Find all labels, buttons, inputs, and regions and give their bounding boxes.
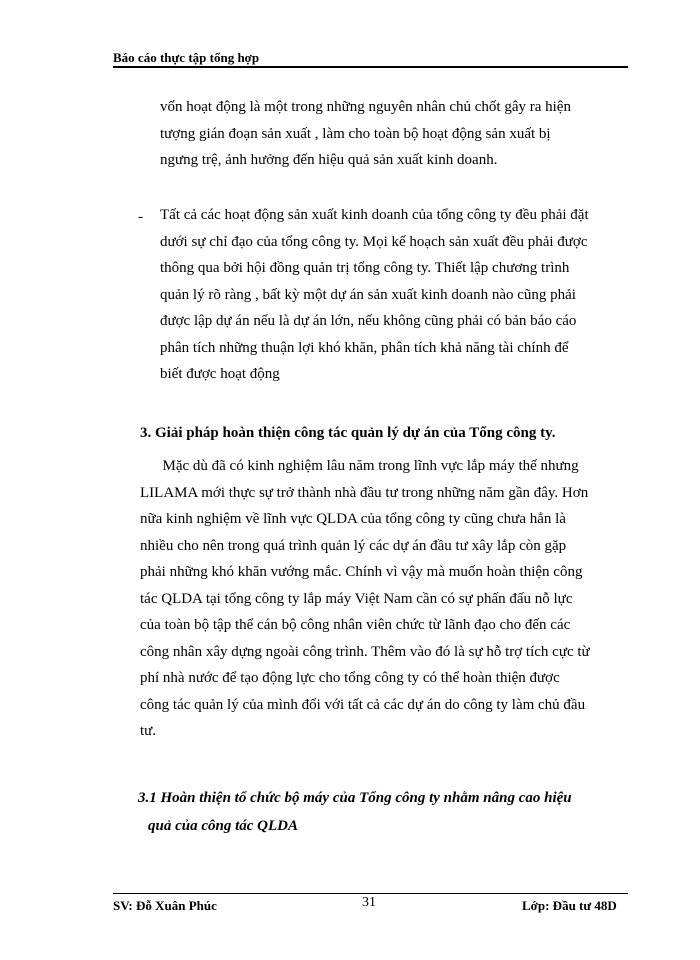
text-line: phí nhà nước để tạo động lực cho tổng công ty có thể hoàn thiện được — [140, 670, 560, 686]
text-line: nhiều cho nên trong quá trình quản lý các dự án đầu tư xây lắp còn gặp — [140, 537, 567, 554]
text-line: nữa kinh nghiệm về lĩnh vực QLDA của tổng công ty cũng chưa hẳn là — [140, 511, 566, 527]
text-line: biết được hoạt động — [160, 366, 280, 382]
text-line: công tác quản lý của mình đối với tất cả các dự án do công ty làm chủ đầu — [140, 696, 586, 713]
text-line: công nhân xây dựng ngoài công trình. Thêm vào đó là sự hỗ trợ tích cực từ — [140, 643, 590, 660]
bullet-paragraph — [160, 202, 634, 388]
text-line: quản lý rõ ràng , bất kỳ một dự án sản xuất kinh doanh nào cũng phải — [160, 286, 576, 303]
text-line: tượng gián đoạn sản xuất , làm cho toàn bộ hoạt động sản xuất bị — [160, 125, 551, 142]
text-line: phải những khó khăn vướng mắc. Chính vì vậy mà muốn hoàn thiện công — [140, 564, 583, 580]
text-line: của toàn bộ tập thể cán bộ công nhân viên chức từ lãnh đạo cho đến các — [140, 617, 571, 633]
text-line: dưới sự chỉ đạo của tổng công ty. Mọi kế hoạch sản xuất đều phải được — [160, 233, 588, 250]
text-line: vốn hoạt động là một trong những nguyên nhân chủ chốt gây ra hiện — [160, 99, 571, 115]
subsection-heading-line: quả của công tác QLDA — [148, 818, 298, 834]
footer-class: Lớp: Đầu tư 48D — [522, 898, 617, 913]
text-line: tác QLDA tại tổng công ty lắp máy Việt Nam cần có sự phấn đấu nỗ lực — [140, 590, 573, 607]
section-heading: 3. Giải pháp hoàn thiện công tác quản lý dự án của Tổng công ty. — [140, 425, 556, 441]
bullet-marker: - — [138, 209, 143, 225]
page-number: 31 — [362, 895, 376, 910]
text-line: Tất cả các hoạt động sản xuất kinh doanh của tổng công ty đều phải đặt — [160, 207, 589, 223]
footer-divider — [113, 893, 628, 894]
section-paragraph — [140, 453, 634, 745]
text-line: tư. — [140, 723, 157, 739]
paragraph-continuation — [160, 94, 634, 174]
subsection-heading — [138, 784, 638, 840]
text-line: thông qua bởi hội đồng quản trị tổng công ty. Thiết lập chương trình — [160, 260, 570, 276]
header-divider — [113, 66, 628, 68]
subsection-heading-line: 3.1 Hoàn thiện tổ chức bộ máy của Tổng công ty nhằm nâng cao hiệu — [138, 790, 572, 806]
text-line: Mặc dù đã có kinh nghiệm lâu năm trong lĩnh vực lắp máy thế nhưng — [140, 458, 579, 474]
text-line: được lập dự án nếu là dự án lớn, nếu không cũng phải có bản báo cáo — [160, 313, 577, 329]
footer-student: SV: Đỗ Xuân Phúc — [113, 898, 217, 913]
text-line: LILAMA mới thực sự trở thành nhà đầu tư trong những năm gần đây. Hơn — [140, 484, 589, 501]
page-header-title: Báo cáo thực tập tổng hợp — [113, 50, 260, 65]
text-line: phân tích những thuận lợi khó khăn, phân tích khả năng tài chính để — [160, 339, 569, 356]
text-line: ngưng trệ, ảnh hưởng đến hiệu quả sản xuất kinh doanh. — [160, 152, 498, 168]
